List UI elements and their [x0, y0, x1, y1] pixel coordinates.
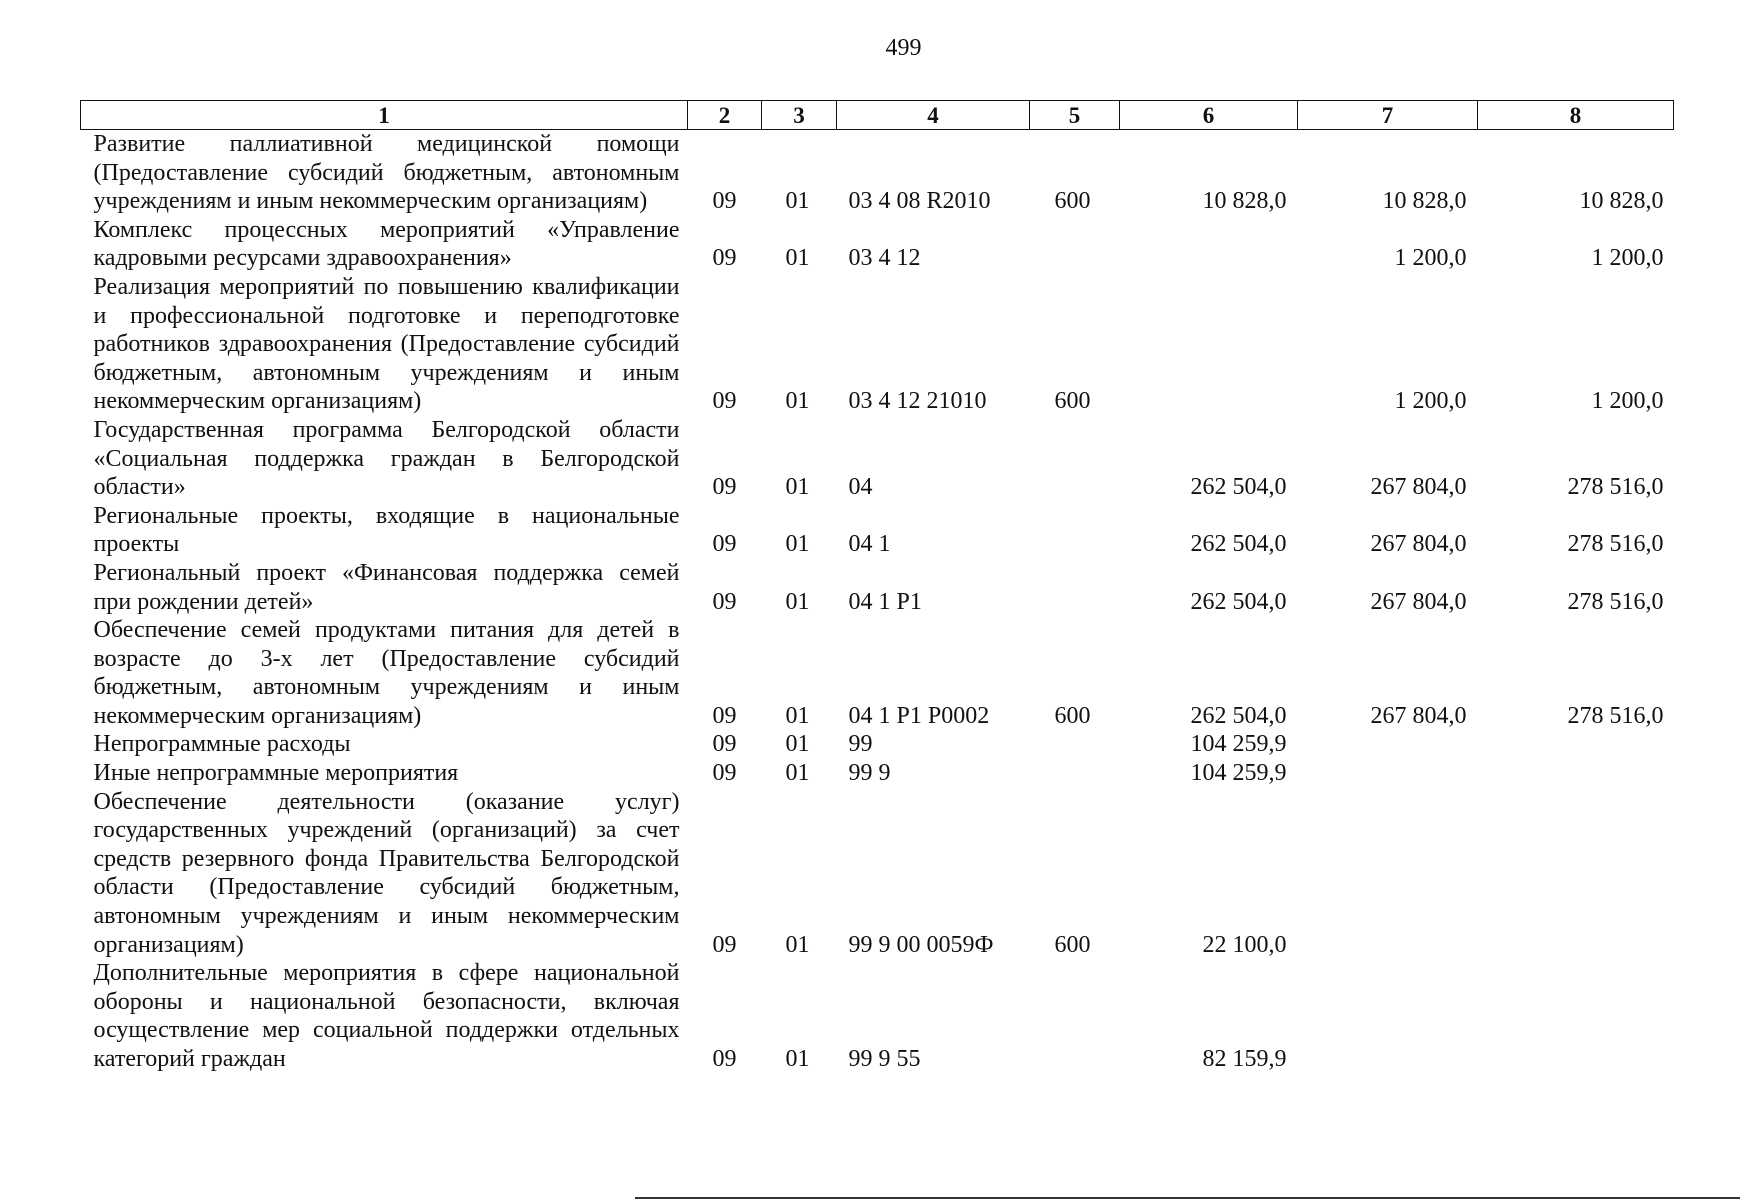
- row-target-article: 03 4 08 R2010: [848, 188, 991, 215]
- budget-table: [80, 100, 1674, 1074]
- row-target-article: 04 1 P1 P0002: [848, 702, 990, 729]
- header-col-5: 5: [1030, 101, 1120, 130]
- header-col-8: 8: [1478, 101, 1674, 130]
- row-expense-type: [1030, 502, 1120, 559]
- row-amount-col6: 262 504,0: [1190, 702, 1287, 729]
- row-amount-col6: 104 259,9: [1190, 760, 1287, 787]
- row-amount-col8: [1478, 959, 1674, 1073]
- table-row: [81, 788, 1674, 960]
- row-subsection-code: 01: [785, 245, 810, 272]
- row-amount-col7: [1298, 788, 1478, 960]
- row-amount-col8: 278 516,0: [1567, 702, 1664, 729]
- table-row: [81, 559, 1674, 616]
- row-name: Обеспечение семей продуктами питания для детей в возрасте до 3-х лет (Предоставление субсидий бюджетным, автономным учреждениям и иным некоммерческим организациям): [93, 617, 680, 729]
- row-target-article: 03 4 12: [848, 245, 921, 272]
- row-amount-col7: 267 804,0: [1370, 531, 1467, 558]
- row-name: Развитие паллиативной медицинской помощи (Предоставление субсидий бюджетным, автономным учреждениям и иным некоммерческим организациям): [93, 131, 680, 215]
- row-subsection-code: 01: [785, 531, 810, 558]
- row-target-article: 04 1: [848, 531, 891, 558]
- header-col-2: 2: [688, 101, 762, 130]
- row-expense-type: 600: [1054, 931, 1091, 958]
- header-col-3: 3: [762, 101, 837, 130]
- row-amount-col7: [1298, 959, 1478, 1073]
- row-name: Региональные проекты, входящие в национальные проекты: [93, 502, 680, 558]
- row-section-code: 09: [712, 245, 737, 272]
- row-subsection-code: 01: [785, 702, 810, 729]
- row-amount-col7: [1298, 730, 1478, 759]
- row-name: Иные непрограммные мероприятия: [93, 760, 459, 787]
- row-amount-col7: 1 200,0: [1394, 245, 1467, 272]
- row-amount-col6: 22 100,0: [1202, 931, 1287, 958]
- row-name: Обеспечение деятельности (оказание услуг) государственных учреждений (организаций) за счет средств резервного фонда Правительства Белгородской области (Предоставление субсидий бюджетным, автономным учреждениям и иным некоммерческим организациям): [93, 788, 680, 958]
- row-target-article: 03 4 12 21010: [848, 388, 987, 415]
- table-row: [81, 416, 1674, 502]
- row-expense-type: 600: [1054, 702, 1091, 729]
- header-row: [81, 101, 1674, 130]
- row-section-code: 09: [712, 760, 737, 787]
- bottom-rule: [635, 1197, 1740, 1199]
- table-row: [81, 502, 1674, 559]
- row-subsection-code: 01: [785, 188, 810, 215]
- table-body: [81, 130, 1674, 1074]
- row-subsection-code: 01: [785, 588, 810, 615]
- row-target-article: 99: [848, 731, 873, 758]
- row-amount-col8: 1 200,0: [1591, 388, 1664, 415]
- row-target-article: 04: [848, 474, 873, 501]
- header-col-7: 7: [1298, 101, 1478, 130]
- row-name: Комплекс процессных мероприятий «Управление кадровыми ресурсами здравоохранения»: [93, 216, 680, 272]
- row-amount-col7: 10 828,0: [1382, 188, 1467, 215]
- table-row: [81, 730, 1674, 759]
- row-amount-col8: [1478, 788, 1674, 960]
- row-section-code: 09: [712, 531, 737, 558]
- row-expense-type: [1030, 959, 1120, 1073]
- row-name: Реализация мероприятий по повышению квалификации и профессиональной подготовке и переподготовке работников здравоохранения (Предоставление субсидий бюджетным, автономным учреждениям и иным некоммерческим организациям): [93, 273, 680, 415]
- row-amount-col8: 278 516,0: [1567, 474, 1664, 501]
- table-row: [81, 273, 1674, 416]
- row-subsection-code: 01: [785, 474, 810, 501]
- row-amount-col7: [1298, 759, 1478, 788]
- row-section-code: 09: [712, 731, 737, 758]
- row-subsection-code: 01: [785, 1046, 810, 1072]
- row-section-code: 09: [712, 1046, 737, 1072]
- row-subsection-code: 01: [785, 760, 810, 787]
- row-subsection-code: 01: [785, 931, 810, 958]
- row-amount-col7: 267 804,0: [1370, 588, 1467, 615]
- table-row: [81, 130, 1674, 216]
- table-row: [81, 759, 1674, 788]
- table-row: [81, 959, 1674, 1073]
- table-row: [81, 216, 1674, 273]
- row-amount-col7: 267 804,0: [1370, 474, 1467, 501]
- row-name: Дополнительные мероприятия в сфере национальной обороны и национальной безопасности, включая осуществление мер социальной поддержки отдельных категорий граждан: [93, 960, 680, 1072]
- row-expense-type: [1030, 730, 1120, 759]
- row-section-code: 09: [712, 931, 737, 958]
- row-section-code: 09: [712, 588, 737, 615]
- row-name: Непрограммные расходы: [93, 731, 351, 758]
- row-section-code: 09: [712, 388, 737, 415]
- row-expense-type: [1030, 759, 1120, 788]
- row-subsection-code: 01: [785, 388, 810, 415]
- page-number: 499: [885, 35, 922, 61]
- row-amount-col6: 82 159,9: [1202, 1046, 1287, 1072]
- table-row: [81, 616, 1674, 730]
- row-amount-col6: 262 504,0: [1190, 588, 1287, 615]
- row-section-code: 09: [712, 702, 737, 729]
- row-expense-type: [1030, 559, 1120, 616]
- row-amount-col6: 104 259,9: [1190, 731, 1287, 758]
- row-expense-type: [1030, 416, 1120, 502]
- table-header: [81, 101, 1674, 130]
- row-target-article: 04 1 P1: [848, 588, 922, 615]
- row-section-code: 09: [712, 474, 737, 501]
- row-target-article: 99 9: [848, 760, 891, 787]
- header-col-4: 4: [837, 101, 1030, 130]
- row-amount-col6: 10 828,0: [1202, 188, 1287, 215]
- row-name: Региональный проект «Финансовая поддержка семей при рождении детей»: [93, 559, 680, 615]
- row-expense-type: [1030, 216, 1120, 273]
- row-amount-col6: [1120, 273, 1298, 416]
- row-amount-col8: 278 516,0: [1567, 531, 1664, 558]
- row-target-article: 99 9 55: [848, 1046, 921, 1072]
- header-col-1: 1: [81, 101, 688, 130]
- row-amount-col8: [1478, 759, 1674, 788]
- row-amount-col7: 267 804,0: [1370, 702, 1467, 729]
- row-amount-col8: 278 516,0: [1567, 588, 1664, 615]
- row-amount-col8: 1 200,0: [1591, 245, 1664, 272]
- row-amount-col8: 10 828,0: [1579, 188, 1664, 215]
- row-amount-col6: 262 504,0: [1190, 531, 1287, 558]
- row-amount-col8: [1478, 730, 1674, 759]
- row-expense-type: 600: [1054, 388, 1091, 415]
- row-amount-col7: 1 200,0: [1394, 388, 1467, 415]
- row-subsection-code: 01: [785, 731, 810, 758]
- row-target-article: 99 9 00 0059Ф: [848, 931, 994, 958]
- row-amount-col6: [1120, 216, 1298, 273]
- row-expense-type: 600: [1054, 188, 1091, 215]
- header-col-6: 6: [1120, 101, 1298, 130]
- row-section-code: 09: [712, 188, 737, 215]
- row-amount-col6: 262 504,0: [1190, 474, 1287, 501]
- row-name: Государственная программа Белгородской области «Социальная поддержка граждан в Белгородской области»: [93, 416, 680, 501]
